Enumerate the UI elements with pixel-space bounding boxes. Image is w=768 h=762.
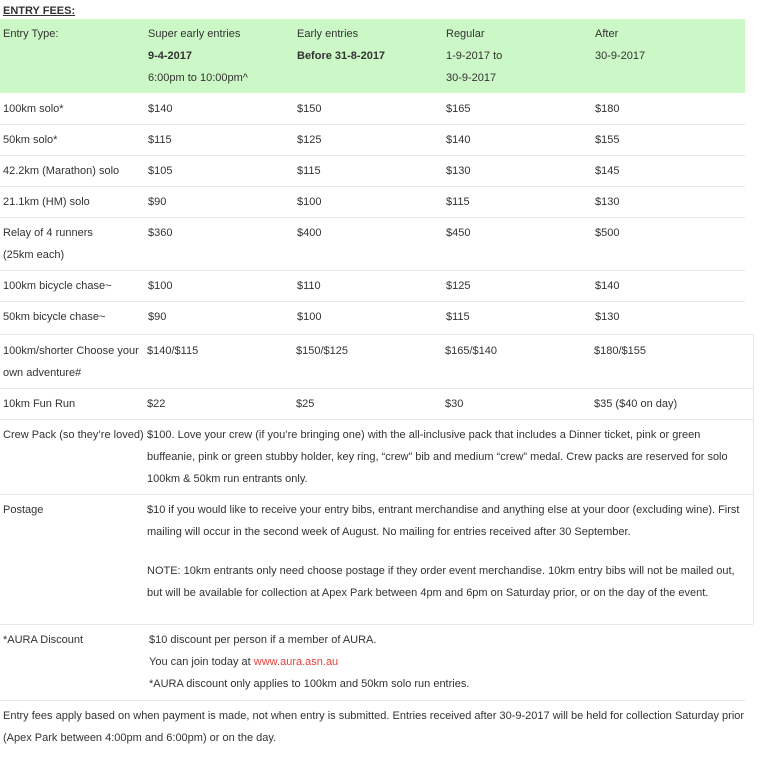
row-divider xyxy=(0,124,745,125)
row-price-regular: $165/$140 xyxy=(445,345,497,357)
postage-label: Postage xyxy=(3,504,44,516)
row-divider xyxy=(0,334,753,335)
row-type-line2: (25km each) xyxy=(3,249,65,261)
row-price-early: $25 xyxy=(296,398,315,410)
row-price-early: $100 xyxy=(297,311,322,323)
row-price-regular: $165 xyxy=(446,103,471,115)
row-price-early: $400 xyxy=(297,227,322,239)
header-early: Early entries xyxy=(297,28,359,40)
aura-discount-label: *AURA Discount xyxy=(3,634,84,646)
row-price-regular: $115 xyxy=(446,196,470,208)
row-divider xyxy=(0,494,753,495)
row-type: Relay of 4 runners xyxy=(3,227,93,239)
row-type: 50km solo* xyxy=(3,134,58,146)
header-early-date: Before 31-8-2017 xyxy=(297,50,386,62)
aura-join-prefix: You can join today at xyxy=(149,656,254,668)
row-type: 100km solo* xyxy=(3,103,64,115)
aura-join-text xyxy=(149,656,338,668)
header-super-early-date: 9-4-2017 xyxy=(148,50,193,62)
row-price-after: $155 xyxy=(595,134,620,146)
header-super-early-time: 6:00pm to 10:00pm^ xyxy=(148,72,248,84)
row-type: 21.1km (HM) solo xyxy=(3,196,90,208)
crew-pack-label: Crew Pack (so they’re loved) xyxy=(3,429,144,441)
row-price-super-early: $22 xyxy=(147,398,166,410)
row-price-after: $140 xyxy=(595,280,620,292)
row-price-early: $110 xyxy=(297,280,321,292)
table-right-border xyxy=(753,334,754,624)
aura-link[interactable]: www.aura.asn.au xyxy=(253,656,339,668)
postage-description: $10 if you would like to receive your entry bibs, entrant merchandise and anything else at your door (excluding wine). First mailing will occur in the second week of August. No mailing for entries received after 30 September. xyxy=(147,504,740,538)
row-price-regular: $450 xyxy=(446,227,471,239)
row-price-regular: $30 xyxy=(445,398,464,410)
header-after: After xyxy=(595,28,619,40)
row-price-early: $150/$125 xyxy=(296,345,348,357)
row-type: 10km Fun Run xyxy=(3,398,76,410)
header-regular-date-to: 30-9-2017 xyxy=(446,72,497,84)
row-divider xyxy=(0,217,745,218)
row-price-super-early: $140/$115 xyxy=(147,345,199,357)
row-divider xyxy=(0,270,745,271)
row-divider xyxy=(0,700,745,701)
row-price-early: $100 xyxy=(297,196,322,208)
header-regular: Regular xyxy=(446,28,485,40)
row-price-after: $180/$155 xyxy=(594,345,646,357)
row-price-after: $145 xyxy=(595,165,620,177)
row-type: 42.2km (Marathon) solo xyxy=(3,165,120,177)
crew-pack-description: $100. Love your crew (if you’re bringing one) with the all-inclusive pack that includes a Dinner ticket, pink or green buffeanie, pink or green stubby holder, key ring, “crew” bib and medium “crew” medal. Crew packs are reserved for solo 100km & 50km run entrants only. xyxy=(147,429,728,485)
entry-fees-heading: ENTRY FEES: xyxy=(3,5,76,17)
row-price-early: $115 xyxy=(297,165,321,177)
row-price-after: $180 xyxy=(595,103,620,115)
row-price-super-early: $360 xyxy=(148,227,173,239)
row-divider xyxy=(0,624,753,625)
row-price-regular: $130 xyxy=(446,165,471,177)
row-divider xyxy=(0,186,745,187)
row-type-line2: own adventure# xyxy=(3,367,82,379)
row-type: 100km bicycle chase~ xyxy=(3,280,112,292)
header-after-date: 30-9-2017 xyxy=(595,50,646,62)
row-divider xyxy=(0,388,753,389)
row-price-after: $500 xyxy=(595,227,620,239)
row-type: 50km bicycle chase~ xyxy=(3,311,106,323)
row-price-super-early: $90 xyxy=(148,196,167,208)
row-price-super-early: $115 xyxy=(148,134,172,146)
row-type: 100km/shorter Choose your xyxy=(3,345,139,357)
row-price-after: $130 xyxy=(595,311,620,323)
aura-note: *AURA discount only applies to 100km and 50km solo run entries. xyxy=(149,678,470,690)
row-price-after: $130 xyxy=(595,196,620,208)
row-divider xyxy=(0,301,745,302)
row-price-super-early: $140 xyxy=(148,103,173,115)
row-price-regular: $140 xyxy=(446,134,471,146)
row-price-regular: $125 xyxy=(446,280,471,292)
row-price-super-early: $105 xyxy=(148,165,173,177)
row-price-regular: $115 xyxy=(446,311,470,323)
row-price-super-early: $100 xyxy=(148,280,173,292)
footer-note: Entry fees apply based on when payment is made, not when entry is submitted. Entries received after 30-9-2017 will be held for collection Saturday prior (Apex Park between 4:00pm and 6:00pm) or on the day. xyxy=(3,710,745,744)
aura-discount-text: $10 discount per person if a member of AURA. xyxy=(149,634,377,646)
row-price-early: $150 xyxy=(297,103,322,115)
row-divider xyxy=(0,155,745,156)
row-divider xyxy=(0,419,753,420)
header-entry-type: Entry Type: xyxy=(3,28,59,40)
header-super-early: Super early entries xyxy=(148,28,241,40)
row-price-super-early: $90 xyxy=(148,311,167,323)
row-price-early: $125 xyxy=(297,134,322,146)
header-regular-date-from: 1-9-2017 to xyxy=(446,50,503,62)
row-price-after: $35 ($40 on day) xyxy=(594,398,678,410)
postage-note: NOTE: 10km entrants only need choose postage if they order event merchandise. 10km entry bibs will not be mailed out, but will be available for collection at Apex Park between 4pm and 6pm on Saturday prior, or on the day of the event. xyxy=(147,565,735,599)
